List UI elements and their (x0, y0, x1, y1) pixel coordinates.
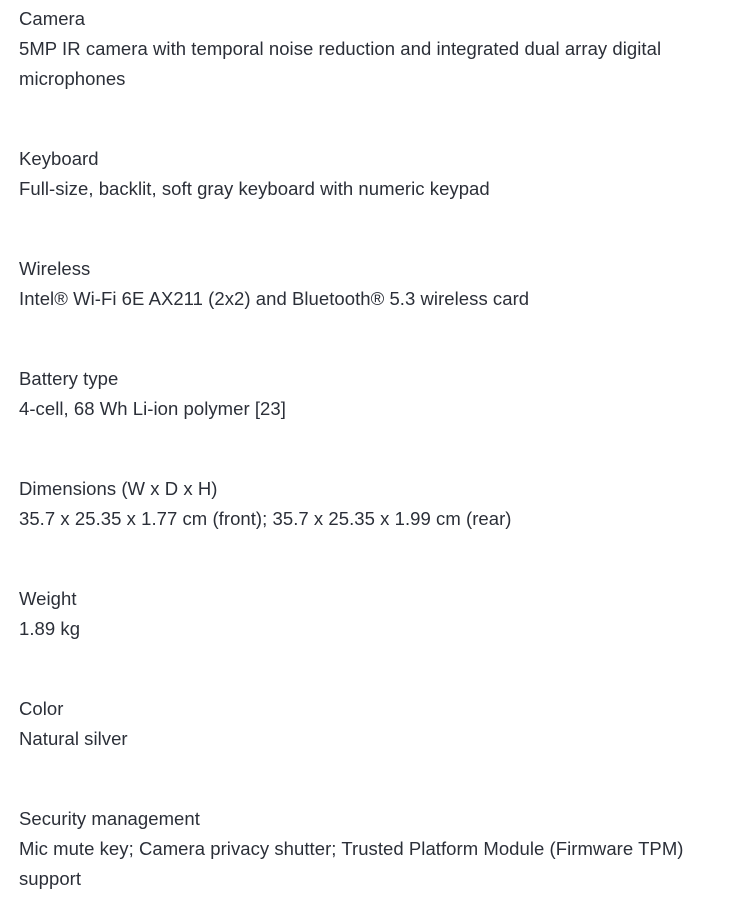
spec-item-camera (19, 4, 731, 94)
spec-item-wireless (19, 254, 731, 314)
spec-value: Full-size, backlit, soft gray keyboard with numeric keypad (19, 178, 490, 199)
spec-label: Dimensions (W x D x H) (19, 478, 218, 499)
spec-value: 4-cell, 68 Wh Li-ion polymer [23] (19, 398, 286, 419)
spec-value: 35.7 x 25.35 x 1.77 cm (front); 35.7 x 25.35 x 1.99 cm (rear) (19, 508, 512, 529)
spec-item-keyboard (19, 144, 731, 204)
spec-value: Intel® Wi-Fi 6E AX211 (2x2) and Bluetooth® 5.3 wireless card (19, 288, 530, 309)
spec-label: Weight (19, 588, 77, 609)
spec-label: Security management (19, 808, 200, 829)
spec-value: 5MP IR camera with temporal noise reduction and integrated dual array digital microphones (19, 38, 662, 89)
spec-label: Wireless (19, 258, 91, 279)
spec-item-security-management (19, 804, 731, 894)
spec-label: Camera (19, 8, 86, 29)
spec-label: Color (19, 698, 64, 719)
spec-item-color (19, 694, 731, 754)
spec-label: Keyboard (19, 148, 99, 169)
spec-item-weight (19, 584, 731, 644)
spec-item-battery-type (19, 364, 731, 424)
spec-value: Natural silver (19, 728, 128, 749)
spec-item-dimensions (19, 474, 731, 534)
spec-value: 1.89 kg (19, 618, 81, 639)
spec-value: Mic mute key; Camera privacy shutter; Trusted Platform Module (Firmware TPM) support (19, 838, 684, 889)
spec-label: Battery type (19, 368, 119, 389)
